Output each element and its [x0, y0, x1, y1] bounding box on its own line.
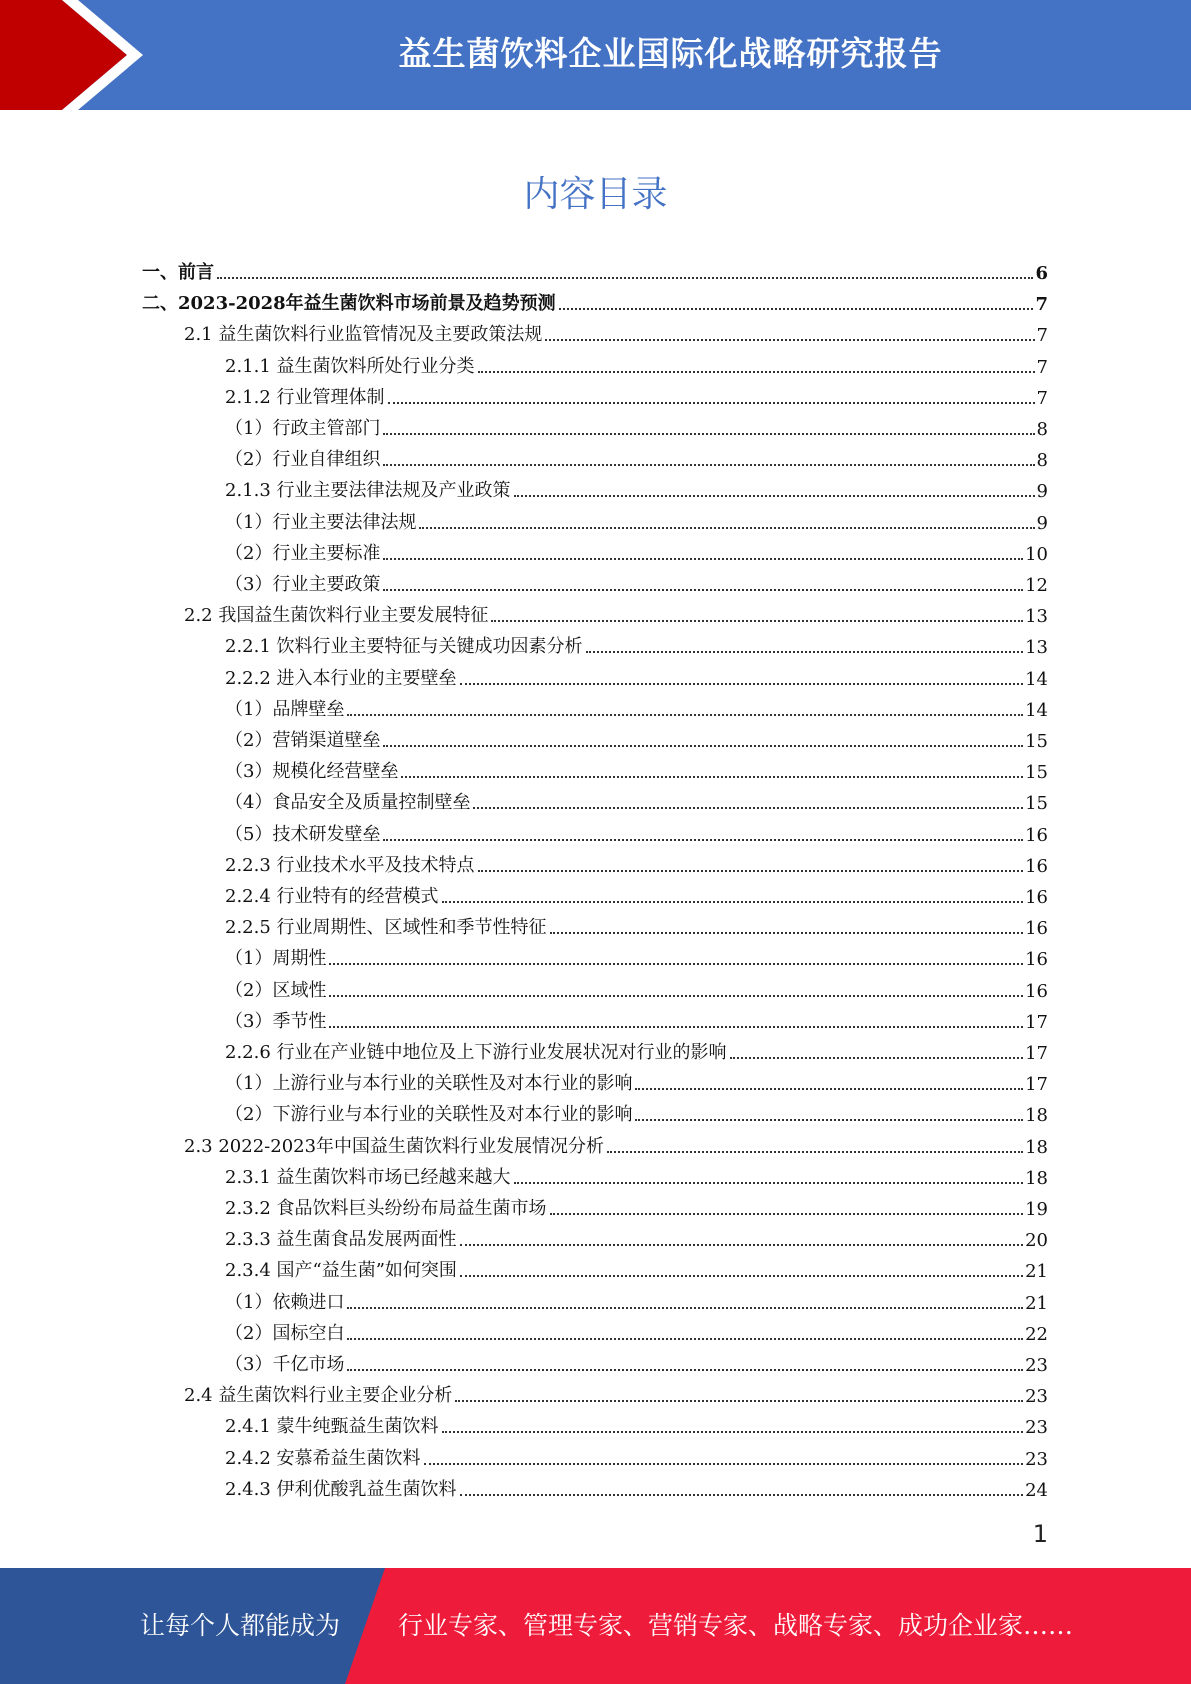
toc-entry[interactable]	[225, 690, 1048, 721]
toc-dot-leader	[730, 1057, 1024, 1059]
toc-entry-title: 2.3.1 益生菌饮料市场已经越来越大	[225, 1166, 511, 1188]
toc-entry-title: 一、前言	[142, 262, 214, 283]
toc-entry-title: （3）季节性	[225, 1010, 327, 1032]
toc-dot-leader	[383, 839, 1023, 841]
toc-entry-title: （4）食品安全及质量控制壁垒	[225, 792, 471, 814]
toc-entry-title: 2.3.2 食品饮料巨头纷纷布局益生菌市场	[225, 1198, 547, 1219]
toc-dot-leader	[329, 995, 1023, 997]
toc-entry-title: （1）行政主管部门	[225, 418, 381, 439]
toc-entry[interactable]	[184, 1127, 1048, 1158]
toc-entry-title: （3）千亿市场	[225, 1354, 345, 1375]
toc-entry-page: 15	[1025, 762, 1048, 784]
toc-dot-leader	[550, 1213, 1024, 1215]
toc-entry[interactable]	[225, 1158, 1048, 1189]
header-arrow-decoration	[0, 0, 160, 110]
toc-dot-leader	[491, 620, 1023, 622]
toc-dot-leader	[347, 1369, 1023, 1371]
toc-entry[interactable]	[225, 939, 1048, 970]
toc-entry[interactable]	[225, 565, 1048, 596]
toc-entry-title: 2.4.1 蒙牛纯甄益生菌饮料	[225, 1416, 439, 1438]
toc-entry[interactable]	[142, 253, 1048, 284]
toc-entry[interactable]	[225, 1470, 1048, 1501]
toc-entry[interactable]	[225, 1189, 1048, 1220]
toc-dot-leader	[635, 1088, 1023, 1090]
toc-entry[interactable]	[225, 783, 1048, 814]
toc-entry[interactable]	[225, 846, 1048, 877]
toc-entry-title: （1）周期性	[225, 948, 327, 970]
toc-entry-page: 24	[1025, 1479, 1048, 1501]
toc-dot-leader	[460, 683, 1024, 685]
toc-dot-leader	[442, 1431, 1024, 1433]
toc-entry-title: 2.2.6 行业在产业链中地位及上下游行业发展状况对行业的影响	[225, 1042, 727, 1063]
report-title: 益生菌饮料企业国际化战略研究报告	[398, 34, 943, 73]
toc-entry-title: 2.1.1 益生菌饮料所处行业分类	[225, 355, 475, 377]
toc-entry-page: 18	[1025, 1167, 1048, 1189]
toc-dot-leader	[401, 776, 1023, 778]
toc-entry-page: 7	[1035, 294, 1048, 316]
toc-dot-leader	[473, 807, 1023, 809]
toc-entry-page: 15	[1025, 731, 1048, 752]
toc-entry-title: 2.3 2022-2023年中国益生菌饮料行业发展情况分析	[184, 1135, 605, 1157]
toc-dot-leader	[478, 371, 1035, 373]
toc-entry-page: 12	[1025, 575, 1048, 596]
toc-dot-leader	[460, 1275, 1023, 1277]
toc-entry-title: （3）行业主要政策	[225, 574, 381, 595]
toc-entry-title: （1）行业主要法律法规	[225, 511, 417, 533]
toc-dot-leader	[329, 963, 1023, 965]
toc-entry-page: 16	[1025, 824, 1048, 846]
toc-entry-page: 21	[1025, 1261, 1048, 1283]
toc-entry-page: 13	[1025, 637, 1048, 659]
toc-entry-title: 2.2.4 行业特有的经营模式	[225, 886, 439, 907]
toc-entry[interactable]	[225, 1064, 1048, 1095]
toc-entry-title: （5）技术研发壁垒	[225, 823, 381, 845]
toc-entry[interactable]	[184, 1376, 1048, 1407]
toc-entry-page: 9	[1036, 512, 1048, 534]
toc-dot-leader	[586, 651, 1024, 653]
toc-entry-title: （2）行业自律组织	[225, 449, 381, 471]
toc-entry[interactable]	[225, 877, 1048, 908]
toc-entry[interactable]	[225, 1002, 1048, 1033]
toc-entry[interactable]	[225, 1345, 1048, 1376]
toc-dot-leader	[550, 932, 1024, 934]
toc-entry-page: 8	[1036, 450, 1048, 472]
toc-entry-page: 7	[1036, 356, 1048, 378]
toc-dot-leader	[607, 1151, 1023, 1153]
page-number: 1	[1032, 1520, 1048, 1548]
toc-entry-page: 10	[1025, 543, 1048, 565]
toc-entry-page: 22	[1025, 1323, 1048, 1345]
toc-entry-title: 2.1.2 行业管理体制	[225, 386, 385, 408]
toc-entry[interactable]	[225, 1283, 1048, 1314]
toc-dot-leader	[347, 1307, 1023, 1309]
toc-entry-title: 2.2.1 饮料行业主要特征与关键成功因素分析	[225, 636, 583, 658]
toc-entry-title: （2）下游行业与本行业的关联性及对本行业的影响	[225, 1104, 633, 1126]
toc-entry-page: 17	[1025, 1011, 1048, 1033]
toc-entry-title: （2）国标空白	[225, 1322, 345, 1344]
toc-entry[interactable]	[225, 1439, 1048, 1470]
toc-entry[interactable]	[225, 534, 1048, 565]
toc-entry-page: 8	[1036, 419, 1048, 440]
footer-slogan-right: 行业专家、管理专家、营销专家、战略专家、成功企业家……	[398, 1611, 1074, 1640]
toc-dot-leader	[383, 589, 1023, 591]
toc-entry-title: 2.4.3 伊利优酸乳益生菌饮料	[225, 1478, 457, 1500]
toc-entry-page: 21	[1025, 1292, 1048, 1314]
toc-entry-page: 16	[1025, 949, 1048, 971]
toc-entry[interactable]	[225, 971, 1048, 1002]
toc-dot-leader	[419, 527, 1034, 529]
toc-entry-title: 2.1 益生菌饮料行业监管情况及主要政策法规	[184, 324, 543, 346]
toc-entry-title: 2.4.2 安慕希益生菌饮料	[225, 1447, 421, 1469]
toc-entry-title: 2.4 益生菌饮料行业主要企业分析	[184, 1385, 453, 1407]
toc-entry[interactable]	[225, 1251, 1048, 1282]
toc-entry[interactable]	[225, 471, 1048, 502]
toc-entry-page: 17	[1025, 1043, 1048, 1064]
toc-entry-title: 二、2023-2028年益生菌饮料市场前景及趋势预测	[142, 293, 556, 315]
toc-entry-title: （1）依赖进口	[225, 1291, 345, 1313]
toc-dot-leader	[478, 870, 1024, 872]
toc-entry[interactable]	[225, 908, 1048, 939]
header-bar	[0, 0, 1191, 110]
toc-entry-page: 14	[1025, 699, 1048, 721]
toc-entry[interactable]	[225, 1095, 1048, 1126]
toc-entry-title: 2.3.3 益生菌食品发展两面性	[225, 1229, 457, 1251]
toc-entry[interactable]	[225, 659, 1048, 690]
toc-entry-title: （2）行业主要标准	[225, 542, 381, 564]
toc-heading: 内容目录	[523, 174, 668, 215]
toc-dot-leader	[442, 901, 1024, 903]
toc-entry-title: 2.1.3 行业主要法律法规及产业政策	[225, 480, 511, 502]
toc-entry-page: 23	[1025, 1386, 1048, 1408]
toc-entry[interactable]	[225, 503, 1048, 534]
toc-entry-title: 2.3.4 国产“益生菌”如何突围	[225, 1260, 457, 1282]
toc-entry[interactable]	[184, 315, 1048, 346]
toc-dot-leader	[460, 1244, 1024, 1246]
toc-entry[interactable]	[184, 596, 1048, 627]
toc-entry[interactable]	[142, 284, 1048, 315]
toc-entry[interactable]	[225, 721, 1048, 752]
toc-dot-leader	[347, 714, 1023, 716]
toc-entry[interactable]	[225, 752, 1048, 783]
toc-dot-leader	[329, 1026, 1023, 1028]
toc-entry-page: 16	[1025, 980, 1048, 1002]
toc-entry-page: 15	[1025, 793, 1048, 815]
toc-entry-title: 2.2.3 行业技术水平及技术特点	[225, 854, 475, 876]
toc-entry-title: 2.2 我国益生菌饮料行业主要发展特征	[184, 605, 489, 627]
toc-entry-title: （1）品牌壁垒	[225, 698, 345, 720]
toc-entry-page: 6	[1035, 263, 1048, 284]
toc-entry[interactable]	[225, 1314, 1048, 1345]
toc-entry[interactable]	[225, 1220, 1048, 1251]
toc-dot-leader	[460, 1494, 1024, 1496]
toc-dot-leader	[635, 1119, 1023, 1121]
toc-dot-leader	[383, 464, 1034, 466]
toc-entry-page: 16	[1025, 918, 1048, 940]
toc-entry-title: （1）上游行业与本行业的关联性及对本行业的影响	[225, 1073, 633, 1095]
toc-entry-page: 20	[1025, 1230, 1048, 1252]
toc-entry-page: 13	[1025, 606, 1048, 628]
toc-dot-leader	[383, 745, 1023, 747]
toc-dot-leader	[217, 277, 1033, 279]
toc-entry[interactable]	[225, 627, 1048, 658]
footer-banner	[0, 1568, 1191, 1684]
toc-dot-leader	[545, 339, 1034, 341]
toc-dot-leader	[559, 308, 1034, 310]
toc-entry[interactable]	[225, 1407, 1048, 1438]
toc-entry-page: 14	[1025, 668, 1048, 690]
toc-entry-page: 9	[1036, 481, 1048, 503]
toc-entry[interactable]	[225, 378, 1048, 409]
toc-entry-title: 2.2.2 进入本行业的主要壁垒	[225, 667, 457, 689]
toc-dot-leader	[424, 1463, 1024, 1465]
toc-dot-leader	[383, 433, 1034, 435]
toc-dot-leader	[388, 402, 1035, 404]
toc-dot-leader	[455, 1400, 1023, 1402]
toc-entry-page: 7	[1036, 387, 1048, 409]
toc-entry-page: 16	[1025, 887, 1048, 908]
toc-entry-page: 7	[1036, 325, 1048, 347]
toc-entry-page: 16	[1025, 855, 1048, 877]
toc-entry[interactable]	[225, 1033, 1048, 1064]
toc-dot-leader	[514, 1182, 1024, 1184]
toc-entry-title: （2）区域性	[225, 979, 327, 1001]
toc-entry-page: 23	[1025, 1417, 1048, 1439]
toc-entry-page: 19	[1025, 1199, 1048, 1220]
toc-entry[interactable]	[225, 409, 1048, 440]
toc-entry[interactable]	[225, 347, 1048, 378]
toc-dot-leader	[514, 495, 1035, 497]
footer-slogan-left: 让每个人都能成为	[140, 1611, 341, 1640]
toc-dot-leader	[383, 558, 1023, 560]
toc-entry-title: 2.2.5 行业周期性、区域性和季节性特征	[225, 917, 547, 939]
toc-entry-page: 18	[1025, 1105, 1048, 1127]
toc-entry-page: 23	[1025, 1355, 1048, 1376]
toc-entry-page: 17	[1025, 1074, 1048, 1096]
toc-entry-page: 18	[1025, 1136, 1048, 1158]
toc-dot-leader	[347, 1338, 1023, 1340]
toc-entry-page: 23	[1025, 1448, 1048, 1470]
toc-entry-title: （2）营销渠道壁垒	[225, 730, 381, 751]
toc-entry[interactable]	[225, 815, 1048, 846]
toc-entry[interactable]	[225, 440, 1048, 471]
toc-entry-title: （3）规模化经营壁垒	[225, 761, 399, 783]
